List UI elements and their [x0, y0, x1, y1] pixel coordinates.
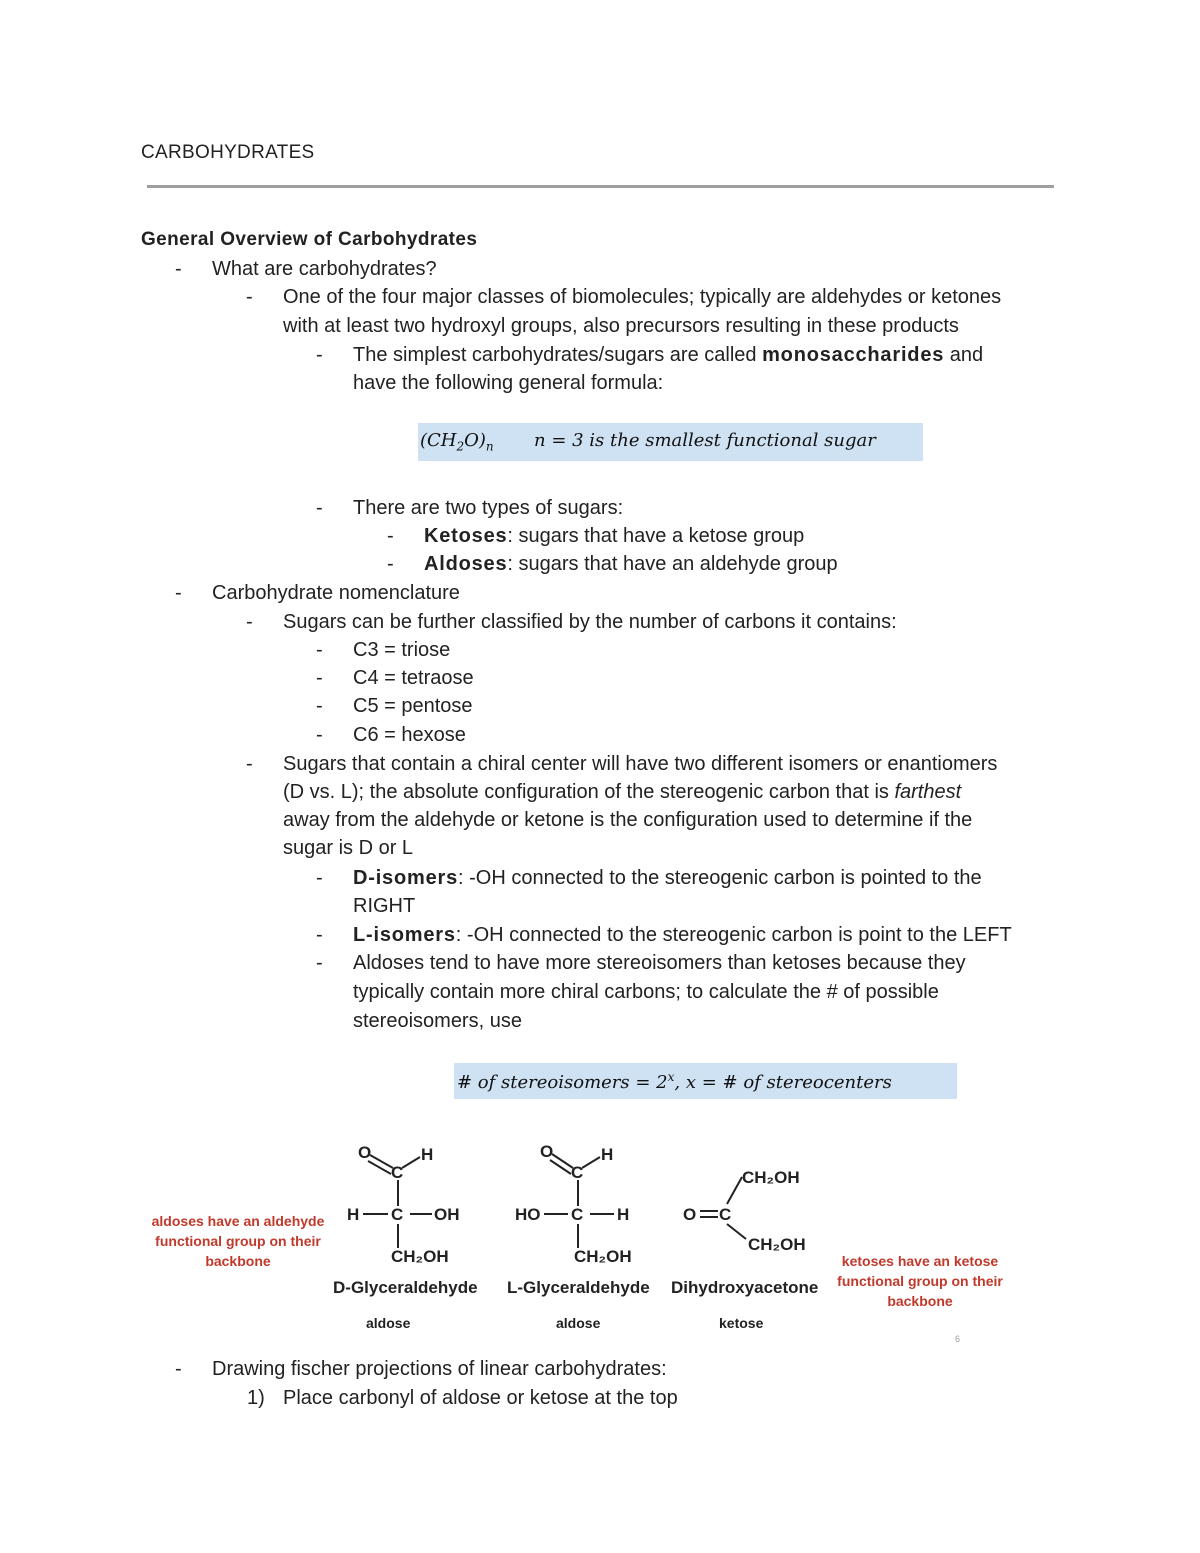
general-formula: $(CH_2O)_n$ n = 3 is the smallest functional sugar [418, 423, 923, 461]
carbon-c6: C6 = hexose [353, 724, 466, 746]
atom-label: O [683, 1205, 697, 1224]
page-mark: 6 [955, 1334, 961, 1344]
bullet-dash: - [175, 1358, 182, 1380]
chiral-line-2: (D vs. L); the absolute configuration of the stereogenic carbon that is farthest [283, 781, 962, 803]
d-isomers-item: D-isomers: -OH connected to the stereogenic carbon is pointed to the [353, 867, 982, 889]
bullet-dash: - [316, 344, 323, 366]
bullet-dash: - [316, 695, 323, 717]
bullet-dash: - [246, 286, 253, 308]
bullet-dash: - [246, 611, 253, 633]
question-what: What are carbohydrates? [212, 258, 437, 280]
atom-label: H [421, 1145, 434, 1164]
bullet-dash: - [316, 639, 323, 661]
carbon-c4: C4 = tetraose [353, 667, 474, 689]
bullet-dash: - [316, 724, 323, 746]
atom-label: H [617, 1205, 630, 1224]
definition-line-1: One of the four major classes of biomolecules; typically are aldehydes or ketones [283, 286, 1002, 308]
atom-label: H [601, 1145, 614, 1164]
monosaccharide-line-1: The simplest carbohydrates/sugars are called monosaccharides and [353, 344, 984, 366]
formula-note: n = 3 is the smallest functional sugar [534, 430, 876, 451]
classified-line: Sugars can be further classified by the number of carbons it contains: [283, 611, 897, 633]
aldoses-note: aldoses have an aldehyde functional group on their backbone [151, 1213, 325, 1269]
carbon-c5: C5 = pentose [353, 695, 473, 717]
bullet-dash: - [316, 867, 323, 889]
section-heading: General Overview of Carbohydrates [141, 229, 478, 250]
atom-label: OH [434, 1205, 460, 1224]
ketoses-note: ketoses have an ketose functional group on their backbone [837, 1253, 1003, 1309]
atom-label: O [358, 1143, 372, 1162]
chiral-line-1: Sugars that contain a chiral center will have two different isomers or enantiomers [283, 753, 998, 775]
drawing-heading: Drawing fischer projections of linear carbohydrates: [212, 1358, 667, 1380]
types-intro: There are two types of sugars: [353, 497, 624, 519]
atom-label: C [391, 1163, 404, 1182]
molecule-name: Dihydroxyacetone [671, 1278, 819, 1297]
aldoses-more-line-1: Aldoses tend to have more stereoisomers than ketoses because they [353, 952, 966, 974]
atom-label: CH₂OH [391, 1247, 449, 1266]
structures-figure [0, 1130, 1200, 1350]
atom-label: H [347, 1205, 360, 1224]
step-1: Place carbonyl of aldose or ketose at the top [283, 1387, 678, 1409]
bullet-dash: - [316, 497, 323, 519]
ketoses-item: Ketoses: sugars that have a ketose group [424, 525, 805, 547]
atom-label: C [391, 1205, 404, 1224]
molecule-type: aldose [556, 1315, 601, 1331]
page-title: CARBOHYDRATES [141, 142, 315, 163]
bullet-dash: - [246, 753, 253, 775]
bullet-dash: - [387, 525, 394, 547]
carbon-c3: C3 = triose [353, 639, 451, 661]
aldoses-more-line-2: typically contain more chiral carbons; to calculate the # of possible [353, 981, 939, 1003]
bullet-dash: - [175, 258, 182, 280]
d-isomers-line-2: RIGHT [353, 895, 416, 917]
term-monosaccharides: monosaccharides [762, 344, 945, 366]
atom-label: C [719, 1205, 732, 1224]
chiral-line-3: away from the aldehyde or ketone is the configuration used to determine if the [283, 809, 973, 831]
aldoses-more-line-3: stereoisomers, use [353, 1010, 522, 1032]
atom-label: HO [515, 1205, 541, 1224]
atom-label: CH₂OH [748, 1235, 806, 1254]
atom-label: CH₂OH [574, 1247, 632, 1266]
bullet-dash: - [316, 667, 323, 689]
bullet-dash: - [316, 952, 323, 974]
bullet-dash: - [175, 582, 182, 604]
definition-line-2: with at least two hydroxyl groups, also precursors resulting in these products [283, 315, 959, 337]
bullet-dash: - [387, 553, 394, 575]
molecule-type: ketose [719, 1315, 764, 1331]
chiral-line-4: sugar is D or L [283, 837, 414, 859]
atom-label: CH₂OH [742, 1168, 800, 1187]
l-isomers-item: L-isomers: -OH connected to the stereogenic carbon is point to the LEFT [353, 924, 1012, 946]
monosaccharide-line-2: have the following general formula: [353, 372, 664, 394]
title-divider [147, 185, 1054, 188]
bullet-dash: - [316, 924, 323, 946]
stereoisomer-formula: # of stereoisomers = $2^x$, x = # of stereocenters [454, 1063, 957, 1099]
molecule-name: L-Glyceraldehyde [507, 1278, 650, 1297]
atom-label: C [571, 1163, 584, 1182]
molecule-name: D-Glyceraldehyde [333, 1278, 478, 1297]
atom-label: C [571, 1205, 584, 1224]
atom-label: O [540, 1142, 554, 1161]
nomenclature-heading: Carbohydrate nomenclature [212, 582, 460, 604]
aldoses-item: Aldoses: sugars that have an aldehyde group [424, 553, 838, 575]
molecule-type: aldose [366, 1315, 411, 1331]
step-number: 1) [247, 1387, 265, 1409]
